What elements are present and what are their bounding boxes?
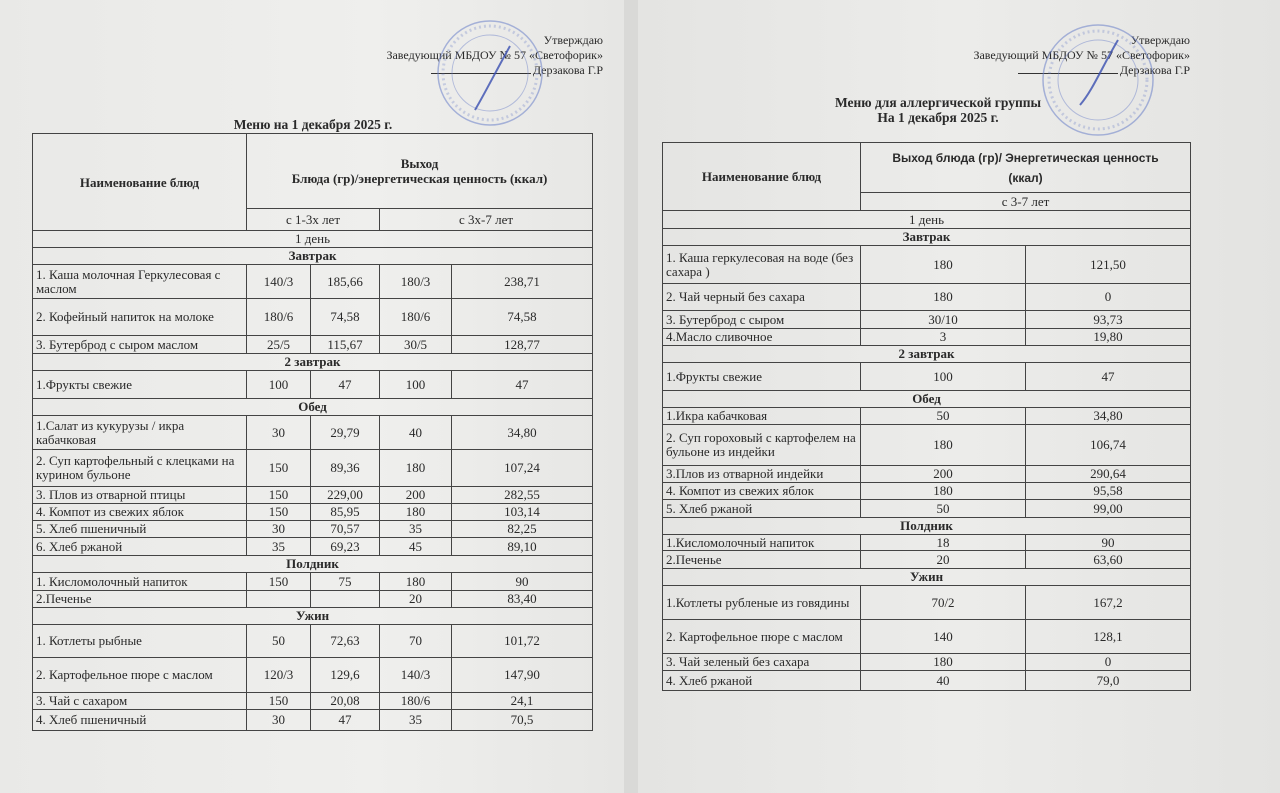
table-row xyxy=(663,466,1191,483)
left-menu-page xyxy=(0,0,624,793)
table-row xyxy=(33,658,593,693)
value-cell: 50 xyxy=(861,500,1026,518)
meal-section-row xyxy=(33,248,593,265)
dish-name-cell: 1.Фрукты свежие xyxy=(33,371,247,399)
allergy-menu-page xyxy=(638,0,1280,793)
dish-name-cell: 2.Печенье xyxy=(663,551,861,569)
value-cell: 95,58 xyxy=(1026,483,1191,500)
value-cell: 180 xyxy=(380,504,452,521)
table-row xyxy=(663,620,1191,654)
value-cell: 167,2 xyxy=(1026,586,1191,620)
table-row xyxy=(33,487,593,504)
value-cell: 90 xyxy=(452,573,593,591)
value-cell: 75 xyxy=(311,573,380,591)
value-cell: 128,1 xyxy=(1026,620,1191,654)
meal-section-row xyxy=(663,391,1191,408)
table-row xyxy=(663,551,1191,569)
meal-section-title: Завтрак xyxy=(663,229,1191,246)
dish-name-cell: 5. Хлеб пшеничный xyxy=(33,521,247,538)
value-cell: 20 xyxy=(380,591,452,608)
value-cell: 180 xyxy=(861,425,1026,466)
meal-section-title: 2 завтрак xyxy=(663,346,1191,363)
day-label: 1 день xyxy=(33,231,593,248)
value-cell: 180/6 xyxy=(247,299,311,336)
table-row xyxy=(33,521,593,538)
table-row xyxy=(663,329,1191,346)
value-cell xyxy=(247,591,311,608)
value-cell: 140 xyxy=(861,620,1026,654)
value-cell: 101,72 xyxy=(452,625,593,658)
value-cell: 106,74 xyxy=(1026,425,1191,466)
value-cell: 83,40 xyxy=(452,591,593,608)
day-label: 1 день xyxy=(663,211,1191,229)
table-row xyxy=(663,654,1191,671)
value-cell: 180 xyxy=(380,573,452,591)
value-cell: 18 xyxy=(861,535,1026,551)
table-row xyxy=(33,504,593,521)
meal-section-row xyxy=(33,399,593,416)
table-row xyxy=(663,586,1191,620)
meal-section-title: Полдник xyxy=(33,556,593,573)
dish-name-cell: 4. Компот из свежих яблок xyxy=(33,504,247,521)
value-cell: 35 xyxy=(380,710,452,731)
meal-section-title: Полдник xyxy=(663,518,1191,535)
meal-section-row xyxy=(663,229,1191,246)
value-cell: 30 xyxy=(247,416,311,450)
meal-section-row xyxy=(33,608,593,625)
value-cell: 185,66 xyxy=(311,265,380,299)
meal-section-row xyxy=(663,346,1191,363)
value-cell: 129,6 xyxy=(311,658,380,693)
dish-name-cell: 5. Хлеб ржаной xyxy=(663,500,861,518)
value-cell: 238,71 xyxy=(452,265,593,299)
value-cell: 85,95 xyxy=(311,504,380,521)
approval-line2: Заведующий МБДОУ № 57 «Светофорик» xyxy=(973,48,1190,62)
value-cell: 3 xyxy=(861,329,1026,346)
value-cell: 150 xyxy=(247,573,311,591)
dish-name-cell: 3. Плов из отварной птицы xyxy=(33,487,247,504)
dish-name-cell: 2. Картофельное пюре с маслом xyxy=(33,658,247,693)
value-cell: 72,63 xyxy=(311,625,380,658)
value-cell: 180/6 xyxy=(380,693,452,710)
dish-name-cell: 1. Кисломолочный напиток xyxy=(33,573,247,591)
header-dish-name: Наименование блюд xyxy=(33,134,247,231)
header-output xyxy=(861,143,1191,193)
value-cell: 180 xyxy=(380,450,452,487)
meal-section-title: Ужин xyxy=(33,608,593,625)
value-cell: 34,80 xyxy=(452,416,593,450)
value-cell: 29,79 xyxy=(311,416,380,450)
value-cell: 40 xyxy=(861,671,1026,691)
page-title: Меню на 1 декабря 2025 г. xyxy=(233,117,393,132)
table-row xyxy=(33,416,593,450)
meal-section-title: Обед xyxy=(663,391,1191,408)
value-cell: 180 xyxy=(861,246,1026,284)
value-cell: 35 xyxy=(380,521,452,538)
header-output-line2: Блюда (гр)/энергетическая ценность (ккал) xyxy=(291,171,548,186)
header-dish-name: Наименование блюд xyxy=(663,143,861,211)
header-age-3-7: с 3х-7 лет xyxy=(380,209,593,231)
meal-section-title: Ужин xyxy=(663,569,1191,586)
dish-name-cell: 2. Картофельное пюре с маслом xyxy=(663,620,861,654)
value-cell: 150 xyxy=(247,450,311,487)
value-cell: 50 xyxy=(247,625,311,658)
approval-line1: Утверждаю xyxy=(1130,33,1190,47)
table-row xyxy=(33,450,593,487)
value-cell: 100 xyxy=(247,371,311,399)
table-row xyxy=(33,336,593,354)
dish-name-cell: 1. Каша геркулесовая на воде (без сахара ) xyxy=(663,246,861,284)
value-cell: 0 xyxy=(1026,654,1191,671)
value-cell: 74,58 xyxy=(452,299,593,336)
value-cell: 200 xyxy=(380,487,452,504)
table-row xyxy=(663,535,1191,551)
value-cell: 30/10 xyxy=(861,311,1026,329)
header-output-line1: Выход xyxy=(400,156,439,171)
dish-name-cell: 4. Хлеб ржаной xyxy=(663,671,861,691)
title-line2: На 1 декабря 2025 г. xyxy=(877,110,999,125)
value-cell: 69,23 xyxy=(311,538,380,556)
table-row xyxy=(663,483,1191,500)
value-cell: 35 xyxy=(247,538,311,556)
value-cell: 79,0 xyxy=(1026,671,1191,691)
value-cell: 89,36 xyxy=(311,450,380,487)
value-cell: 47 xyxy=(311,710,380,731)
table-row xyxy=(33,371,593,399)
value-cell: 180 xyxy=(861,483,1026,500)
table-row xyxy=(663,500,1191,518)
value-cell: 47 xyxy=(311,371,380,399)
value-cell: 147,90 xyxy=(452,658,593,693)
value-cell: 89,10 xyxy=(452,538,593,556)
dish-name-cell: 3. Чай зеленый без сахара xyxy=(663,654,861,671)
value-cell: 63,60 xyxy=(1026,551,1191,569)
value-cell: 50 xyxy=(861,408,1026,425)
dish-name-cell: 1.Кисломолочный напиток xyxy=(663,535,861,551)
stamp-icon xyxy=(435,18,545,128)
value-cell: 99,00 xyxy=(1026,500,1191,518)
dish-name-cell: 1.Икра кабачковая xyxy=(663,408,861,425)
value-cell: 34,80 xyxy=(1026,408,1191,425)
dish-name-cell: 1. Каша молочная Геркулесовая с маслом xyxy=(33,265,247,299)
value-cell: 180/3 xyxy=(380,265,452,299)
value-cell: 0 xyxy=(1026,284,1191,311)
value-cell: 70 xyxy=(380,625,452,658)
value-cell xyxy=(311,591,380,608)
value-cell: 128,77 xyxy=(452,336,593,354)
value-cell: 19,80 xyxy=(1026,329,1191,346)
table-row xyxy=(663,246,1191,284)
table-row xyxy=(33,299,593,336)
table-row xyxy=(663,284,1191,311)
value-cell: 103,14 xyxy=(452,504,593,521)
table-row xyxy=(663,671,1191,691)
value-cell: 282,55 xyxy=(452,487,593,504)
value-cell: 140/3 xyxy=(380,658,452,693)
page-title xyxy=(788,95,1088,125)
dish-name-cell: 2. Кофейный напиток на молоке xyxy=(33,299,247,336)
value-cell: 47 xyxy=(1026,363,1191,391)
dish-name-cell: 1. Котлеты рыбные xyxy=(33,625,247,658)
value-cell: 40 xyxy=(380,416,452,450)
dish-name-cell: 2. Чай черный без сахара xyxy=(663,284,861,311)
meal-section-row xyxy=(663,518,1191,535)
meal-section-row xyxy=(33,354,593,371)
value-cell: 45 xyxy=(380,538,452,556)
dish-name-cell: 2.Печенье xyxy=(33,591,247,608)
dish-name-cell: 3. Бутерброд с сыром маслом xyxy=(33,336,247,354)
value-cell: 180 xyxy=(861,284,1026,311)
dish-name-cell: 4. Хлеб пшеничный xyxy=(33,710,247,731)
value-cell: 20 xyxy=(861,551,1026,569)
header-output-line2: (ккал) xyxy=(1008,170,1043,185)
value-cell: 24,1 xyxy=(452,693,593,710)
value-cell: 107,24 xyxy=(452,450,593,487)
value-cell: 150 xyxy=(247,504,311,521)
value-cell: 229,00 xyxy=(311,487,380,504)
header-output xyxy=(247,134,593,209)
title-line1: Меню для аллергической группы xyxy=(834,95,1042,110)
value-cell: 290,64 xyxy=(1026,466,1191,483)
value-cell: 70/2 xyxy=(861,586,1026,620)
value-cell: 70,5 xyxy=(452,710,593,731)
dish-name-cell: 1.Салат из кукурузы / икра кабачковая xyxy=(33,416,247,450)
value-cell: 140/3 xyxy=(247,265,311,299)
meal-section-row xyxy=(663,569,1191,586)
dish-name-cell: 4. Компот из свежих яблок xyxy=(663,483,861,500)
value-cell: 20,08 xyxy=(311,693,380,710)
table-row xyxy=(663,408,1191,425)
dish-name-cell: 1.Фрукты свежие xyxy=(663,363,861,391)
table-row xyxy=(33,573,593,591)
header-output-line1: Выход блюда (гр)/ Энергетическая ценность xyxy=(892,150,1159,165)
value-cell: 47 xyxy=(452,371,593,399)
header-age-3-7: с 3-7 лет xyxy=(861,193,1191,211)
value-cell: 25/5 xyxy=(247,336,311,354)
allergy-menu-table xyxy=(662,142,1191,691)
value-cell: 200 xyxy=(861,466,1026,483)
value-cell: 180 xyxy=(861,654,1026,671)
table-row xyxy=(33,710,593,731)
value-cell: 70,57 xyxy=(311,521,380,538)
value-cell: 74,58 xyxy=(311,299,380,336)
table-row xyxy=(33,265,593,299)
value-cell: 30 xyxy=(247,710,311,731)
meal-section-title: Завтрак xyxy=(33,248,593,265)
table-row xyxy=(33,693,593,710)
table-row xyxy=(33,591,593,608)
table-row xyxy=(33,538,593,556)
header-age-1-3: с 1-3х лет xyxy=(247,209,380,231)
value-cell: 30 xyxy=(247,521,311,538)
dish-name-cell: 3.Плов из отварной индейки xyxy=(663,466,861,483)
menu-table xyxy=(32,133,593,731)
dish-name-cell: 4.Масло сливочное xyxy=(663,329,861,346)
table-row xyxy=(663,363,1191,391)
dish-name-cell: 1.Котлеты рубленые из говядины xyxy=(663,586,861,620)
value-cell: 120/3 xyxy=(247,658,311,693)
approval-line2: Заведующий МБДОУ № 57 «Светофорик» xyxy=(386,48,603,62)
meal-section-title: Обед xyxy=(33,399,593,416)
value-cell: 150 xyxy=(247,693,311,710)
value-cell: 90 xyxy=(1026,535,1191,551)
table-row xyxy=(33,625,593,658)
value-cell: 150 xyxy=(247,487,311,504)
approval-line3: Дерзакова Г.Р xyxy=(1119,63,1190,77)
value-cell: 100 xyxy=(380,371,452,399)
dish-name-cell: 6. Хлеб ржаной xyxy=(33,538,247,556)
value-cell: 180/6 xyxy=(380,299,452,336)
dish-name-cell: 2. Суп гороховый с картофелем на бульоне из индейки xyxy=(663,425,861,466)
table-row xyxy=(663,425,1191,466)
value-cell: 82,25 xyxy=(452,521,593,538)
approval-line1: Утверждаю xyxy=(543,33,603,47)
dish-name-cell: 2. Суп картофельный с клецками на курином бульоне xyxy=(33,450,247,487)
dish-name-cell: 3. Чай с сахаром xyxy=(33,693,247,710)
value-cell: 100 xyxy=(861,363,1026,391)
approval-line3: Дерзакова Г.Р xyxy=(532,63,603,77)
day-row xyxy=(663,211,1191,229)
day-row xyxy=(33,231,593,248)
value-cell: 115,67 xyxy=(311,336,380,354)
meal-section-row xyxy=(33,556,593,573)
value-cell: 93,73 xyxy=(1026,311,1191,329)
table-row xyxy=(663,311,1191,329)
value-cell: 121,50 xyxy=(1026,246,1191,284)
dish-name-cell: 3. Бутерброд с сыром xyxy=(663,311,861,329)
meal-section-title: 2 завтрак xyxy=(33,354,593,371)
value-cell: 30/5 xyxy=(380,336,452,354)
